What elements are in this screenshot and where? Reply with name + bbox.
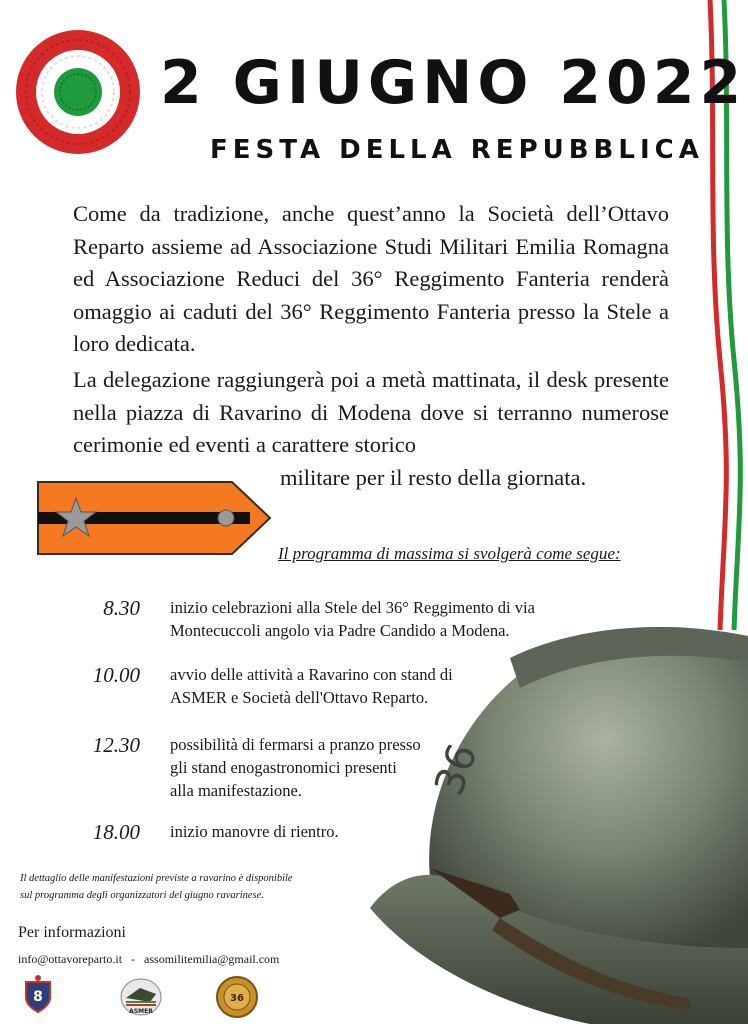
program-line: avvio delle attività a Ravarino con stand di <box>170 665 453 684</box>
rank-insignia-image <box>36 480 272 556</box>
delegation-paragraph-end: militare per il resto della giornata. <box>280 465 587 490</box>
program-time: 8.30 <box>103 596 140 620</box>
program-line: possibilità di fermarsi a pranzo presso <box>170 735 421 754</box>
program-line: inizio celebrazioni alla Stele del 36° Reggimento di via <box>170 598 535 617</box>
asmer-logo <box>120 978 162 1016</box>
program-line: ASMER e Società dell'Ottavo Reparto. <box>170 688 429 707</box>
program-time: 10.00 <box>92 663 140 687</box>
intro-paragraph: Come da tradizione, anche quest’anno la Società dell’Ottavo Reparto assieme ad Associazione Studi Militari Emilia Romagna ed Associazione Reduci del 36° Reggimento Fanteria renderà omaggio ai caduti del 36° Reggimento Fanteria presso la Stele a loro dedicata. <box>73 201 669 356</box>
details-note <box>20 870 370 904</box>
info-label: Per informazioni <box>18 924 126 941</box>
program-line: alla manifestazione. <box>170 781 302 800</box>
svg-text:36: 36 <box>426 737 487 802</box>
logo2-text: ASMER <box>129 1008 153 1015</box>
cockade-icon <box>14 28 142 156</box>
ottavo-reparto-logo <box>22 974 54 1014</box>
program-time: 12.30 <box>92 733 140 757</box>
details-line: Il dettaglio delle manifestazioni previste a ravarino è disponibile <box>20 873 293 884</box>
logo3-text: 36 <box>230 993 244 1004</box>
program-line: inizio manovre di rientro. <box>170 822 339 841</box>
helmet-image <box>360 618 748 1024</box>
program-line: gli stand enogastronomici presenti <box>170 758 397 777</box>
email-link-1[interactable]: info@ottavoreparto.it <box>18 952 123 966</box>
program-intro: Il programma di massima si svolgerà come segue: <box>278 544 621 563</box>
contacts <box>18 952 279 967</box>
page-title: 2 GIUGNO 2022 <box>160 48 747 118</box>
details-line: sul programma degli organizzatori del giugno ravarinese. <box>20 890 264 901</box>
email-link-2[interactable]: assomilitemilia@gmail.com <box>144 952 280 966</box>
page-subtitle: FESTA DELLA REPUBBLICA <box>210 135 704 165</box>
program-line: Montecuccoli angolo via Padre Candido a Modena. <box>170 621 510 640</box>
program-time: 18.00 <box>92 820 140 844</box>
delegation-paragraph: La delegazione raggiungerà poi a metà mattinata, il desk presente nella piazza di Ravarino di Modena dove si terranno numerose cerimonie ed eventi a carattere storico <box>73 367 669 457</box>
logo1-text: 8 <box>33 989 43 1005</box>
separator: - <box>131 952 136 966</box>
reduci-36-logo <box>216 976 258 1018</box>
